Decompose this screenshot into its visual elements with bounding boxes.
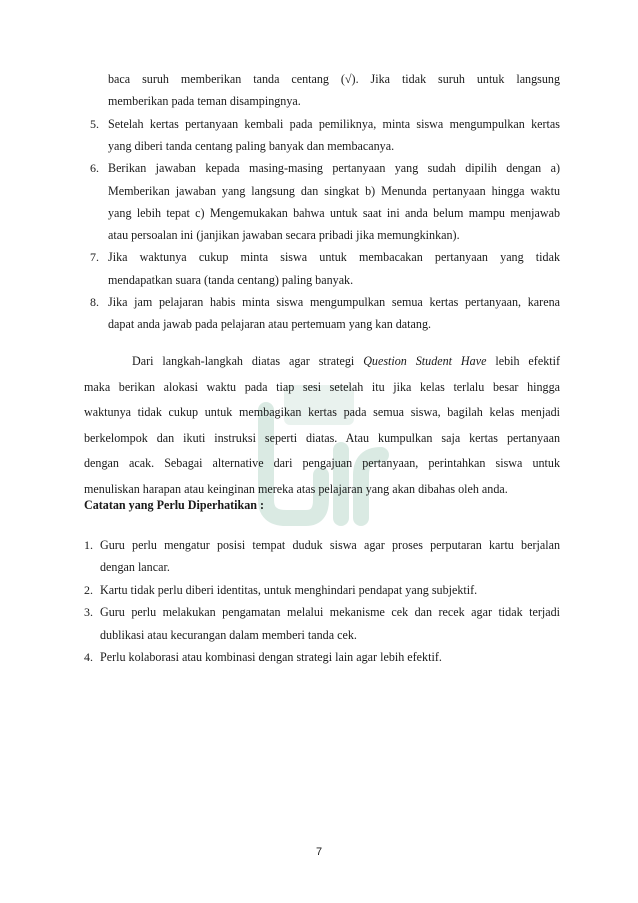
list-item-line: Berikan jawaban kepada masing-masing pertanyaan yang sudah dipilih dengan a) — [108, 161, 560, 176]
paragraph-first-line — [132, 354, 560, 369]
note-number: 1. — [84, 538, 93, 552]
note-line: Guru perlu melakukan pengamatan melalui mekanisme cek dan recek agar tidak terjadi — [100, 605, 560, 620]
list-item-line: atau persoalan ini (janjikan jawaban secara pribadi jika memungkinkan). — [108, 228, 460, 243]
list-item-line: Jika jam pelajaran habis minta siswa mengumpulkan semua kertas pertanyaan, karena — [108, 295, 560, 309]
list-item-line: dapat anda jawab pada pelajaran atau pertemuam yang kan datang. — [108, 317, 432, 332]
note-number: 3. — [84, 605, 93, 620]
paragraph-line: berkelompok dan ikuti instruksi seperti diatas. Atau kumpulkan saja kertas pertanyaan — [84, 430, 560, 445]
paragraph-text: Dari langkah-langkah diatas agar strategi — [132, 354, 364, 368]
list-item-line: Memberikan jawaban yang langsung dan singkat b) Menunda pertanyaan hingga waktu — [108, 183, 560, 198]
note-line: Perlu kolaborasi atau kombinasi dengan strategi lain agar lebih efektif. — [100, 650, 442, 664]
note-line: dengan lancar. — [100, 560, 170, 575]
note-line: Kartu tidak perlu diberi identitas, untuk menghindari pendapat yang subjektif. — [100, 582, 478, 597]
note-number: 2. — [84, 582, 93, 597]
note-line: dublikasi atau kecurangan dalam memberi tanda cek. — [100, 627, 357, 642]
list-number: 8. — [90, 295, 99, 309]
page-number: 7 — [315, 846, 323, 858]
note-line: Guru perlu mengatur posisi tempat duduk siswa agar proses perputaran kartu berjalan — [100, 538, 560, 552]
note-number: 4. — [84, 650, 93, 664]
paragraph-line: menuliskan harapan atau keinginan mereka atas pelajaran yang akan dibahas oleh anda. — [84, 481, 508, 496]
list-item-line: memberikan pada teman disampingnya. — [108, 94, 301, 109]
list-number: 6. — [90, 161, 99, 176]
list-item-line: baca suruh memberikan tanda centang (√). Jika tidak suruh untuk langsung — [108, 72, 560, 86]
paragraph-text: lebih efektif — [486, 354, 560, 368]
list-number: 7. — [90, 250, 99, 265]
list-item-line: Jika waktunya cukup minta siswa untuk membacakan pertanyaan yang tidak — [108, 250, 560, 265]
list-number: 5. — [90, 116, 99, 131]
strategy-name: Question Student Have — [363, 354, 487, 368]
list-item-line: yang diberi tanda centang paling banyak dan membacanya. — [108, 138, 395, 153]
paragraph-line: maka berikan alokasi waktu pada tiap sesi setelah itu jika kelas terlalu besar hingga — [84, 379, 560, 394]
notes-heading: Catatan yang Perlu Diperhatikan : — [84, 498, 265, 512]
paragraph-line: dengan acak. Sebagai alternative dari pengajuan pertanyaan, perintahkan siswa untuk — [84, 456, 560, 470]
paragraph-line: waktunya tidak cukup untuk membagikan kertas pada semua siswa, bagilah kelas menjadi — [84, 405, 560, 419]
list-item-line: yang lebih tepat c) Mengemukakan bahwa untuk saat ini anda belum mampu menjawab — [108, 205, 560, 220]
list-item-line: Setelah kertas pertanyaan kembali pada pemiliknya, minta siswa mengumpulkan kertas — [108, 116, 560, 131]
list-item-line: mendapatkan suara (tanda centang) paling banyak. — [108, 272, 354, 287]
